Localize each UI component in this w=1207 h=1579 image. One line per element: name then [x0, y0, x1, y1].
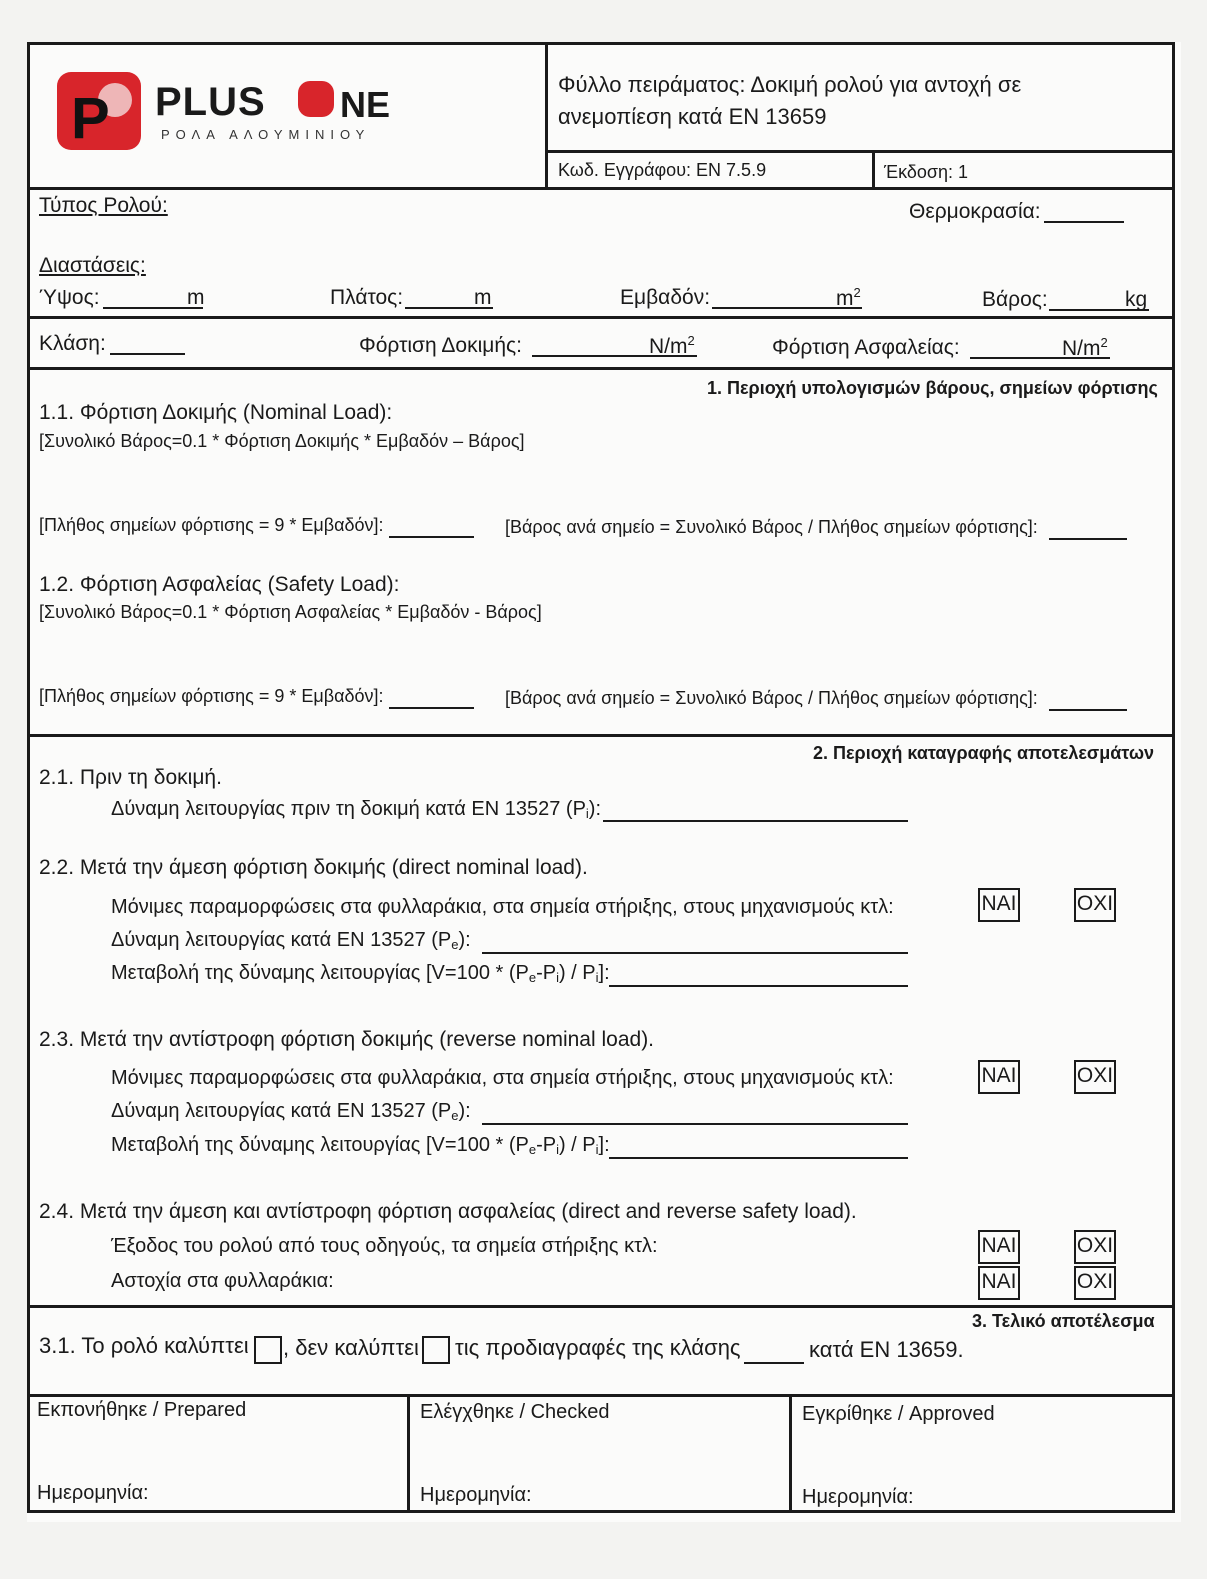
brand-name-right: NE — [340, 84, 391, 125]
area-unit: $m^2$ — [836, 285, 861, 310]
s11-points-label: [Πλήθος σημείων φόρτισης = 9 * Εμβαδόν]: — [39, 515, 384, 535]
s21-force-field[interactable] — [603, 820, 908, 822]
checked-label: Ελέγχθηκε / Checked — [420, 1401, 610, 1423]
s31-text-b: , δεν καλύπτει — [283, 1335, 419, 1360]
header-code-divider — [872, 150, 875, 190]
signature-divider-2 — [789, 1394, 792, 1512]
border-bottom — [27, 1510, 1175, 1513]
logo-mark-icon — [57, 72, 141, 150]
class-field[interactable] — [110, 353, 185, 355]
s23-title: 2.3. Μετά την αντίστροφη φόρτιση δοκιμής (reverse nominal load). — [39, 1028, 655, 1051]
height-unit: m — [187, 286, 205, 309]
signature-top-line — [27, 1394, 1175, 1397]
doc-title-line-2: ανεμοπίεση κατά EN 13659 — [558, 104, 827, 129]
brand-logo — [57, 72, 141, 150]
s22-deform-label: Μόνιμες παραμορφώσεις στα φυλλαράκια, στα σημεία στήριξης, στους μηχανισμούς κτλ: — [111, 896, 894, 918]
type-label: Τύπος Ρολού: — [39, 194, 168, 217]
s21-title: 2.1. Πριν τη δοκιμή. — [39, 766, 222, 789]
temperature-label: Θερμοκρασία: — [909, 200, 1041, 223]
meets-spec-checkbox[interactable] — [254, 1336, 282, 1364]
s23-force-field[interactable] — [482, 1123, 908, 1125]
approved-label: Εγκρίθηκε / Approved — [802, 1403, 995, 1425]
section3-top-line — [27, 1305, 1175, 1308]
doc-title-line-1: Φύλλο πειράματος: Δοκιμή ρολού για αντοχή σε — [558, 72, 1022, 97]
s22-title: 2.2. Μετά την άμεση φόρτιση δοκιμής (direct nominal load). — [39, 856, 588, 879]
s22-deform-yes-box[interactable]: ΝΑΙ — [978, 888, 1020, 922]
s22-change-field[interactable] — [609, 985, 908, 987]
header-bottom-line — [27, 187, 1175, 190]
safety-load-unit: $N/m^2$ — [1062, 335, 1108, 360]
class-spec-field[interactable] — [744, 1362, 804, 1364]
s22-change-label: Μεταβολή της δύναμης λειτουργίας $[V=100 * (P_e-P_i) / P_i]$: — [111, 962, 610, 985]
section1-top-line — [27, 367, 1175, 370]
section1-title: 1. Περιοχή υπολογισμών βάρους, σημείων φόρτισης — [707, 378, 1158, 398]
s31-text-a: 3.1. Το ρολό καλύπτει — [39, 1333, 249, 1358]
weight-unit: kg — [1125, 288, 1148, 311]
section3-title: 3. Τελικό αποτέλεσμα — [972, 1311, 1155, 1331]
s12-points-field[interactable] — [389, 707, 474, 709]
s11-formula: [Συνολικό Βάρος=0.1 * Φόρτιση Δοκιμής * Εμβαδόν – Βάρος] — [39, 431, 525, 451]
border-right — [1172, 42, 1175, 1513]
info-divider — [27, 316, 1175, 319]
prepared-label: Εκπονήθηκε / Prepared — [37, 1399, 247, 1421]
test-load-label: Φόρτιση Δοκιμής: — [359, 334, 522, 357]
doc-code: Κωδ. Εγγράφου: EN 7.5.9 — [558, 160, 767, 180]
checked-date-label: Ημερομηνία: — [420, 1484, 532, 1506]
s24-fail-label: Αστοχία στα φυλλαράκια: — [111, 1270, 334, 1292]
brand-subtitle: ΡΟΛΑ ΑΛΟΥΜΙΝΙΟΥ — [161, 127, 371, 142]
s11-per-point-label: [Βάρος ανά σημείο = Συνολικό Βάρος / Πλήθος σημείων φόρτισης]: — [505, 517, 1038, 537]
s22-force-label: Δύναμη λειτουργίας κατά EN 13527 $(P_e)$: — [111, 929, 471, 952]
not-meets-spec-checkbox[interactable] — [422, 1336, 450, 1364]
s12-title: 1.2. Φόρτιση Ασφαλείας (Safety Load): — [39, 573, 400, 596]
section2-top-line — [27, 734, 1175, 737]
s23-deform-no-box[interactable]: ΟΧΙ — [1074, 1060, 1116, 1094]
s24-fail-yes-box[interactable]: ΝΑΙ — [978, 1266, 1020, 1300]
s12-per-point-field[interactable] — [1049, 709, 1127, 711]
s23-deform-label: Μόνιμες παραμορφώσεις στα φυλλαράκια, στα σημεία στήριξης, στους μηχανισμούς κτλ: — [111, 1067, 894, 1089]
s23-change-label: Μεταβολή της δύναμης λειτουργίας $[V=100 * (P_e-P_i) / P_i]$: — [111, 1134, 610, 1157]
safety-load-label: Φόρτιση Ασφαλείας: — [772, 336, 960, 359]
dimensions-label: Διαστάσεις: — [39, 254, 146, 277]
doc-edition: Έκδοση: 1 — [884, 162, 969, 182]
header-divider — [545, 42, 548, 190]
s11-per-point-field[interactable] — [1049, 538, 1127, 540]
s24-exit-label: Έξοδος του ρολού από τους οδηγούς, τα σημεία στήριξης κτλ: — [111, 1235, 658, 1257]
s24-exit-yes-box[interactable]: ΝΑΙ — [978, 1230, 1020, 1264]
temperature-field[interactable] — [1044, 221, 1124, 223]
s24-title: 2.4. Μετά την άμεση και αντίστροφη φόρτιση ασφαλείας (direct and reverse safety load). — [39, 1200, 857, 1223]
form-sheet — [27, 42, 1181, 1522]
width-unit: m — [474, 286, 492, 309]
signature-divider-1 — [407, 1394, 410, 1512]
area-label: Εμβαδόν: — [620, 286, 711, 309]
s23-deform-yes-box[interactable]: ΝΑΙ — [978, 1060, 1020, 1094]
s24-exit-no-box[interactable]: ΟΧΙ — [1074, 1230, 1116, 1264]
brand-o-icon — [297, 80, 335, 118]
brand-name-left: PLUS — [155, 80, 266, 124]
header-title-divider — [545, 150, 1175, 153]
s31-text-d: κατά EN 13659. — [809, 1337, 964, 1362]
border-top — [27, 42, 1175, 45]
weight-label: Βάρος: — [982, 288, 1048, 311]
svg-text:P: P — [71, 86, 110, 150]
height-label: Ύψος: — [39, 286, 100, 309]
s23-force-label: Δύναμη λειτουργίας κατά EN 13527 $(P_e)$: — [111, 1100, 471, 1123]
s12-per-point-label: [Βάρος ανά σημείο = Συνολικό Βάρος / Πλήθος σημείων φόρτισης]: — [505, 688, 1038, 708]
border-left — [27, 42, 30, 1513]
s23-change-field[interactable] — [609, 1157, 908, 1159]
s22-force-field[interactable] — [482, 952, 908, 954]
s31-text-c: τις προδιαγραφές της κλάσης — [455, 1335, 741, 1360]
s12-points-label: [Πλήθος σημείων φόρτισης = 9 * Εμβαδόν]: — [39, 686, 384, 706]
s12-formula: [Συνολικό Βάρος=0.1 * Φόρτιση Ασφαλείας * Εμβαδόν - Βάρος] — [39, 602, 542, 622]
approved-date-label: Ημερομηνία: — [802, 1486, 914, 1508]
section2-title: 2. Περιοχή καταγραφής αποτελεσμάτων — [813, 743, 1155, 763]
class-label: Κλάση: — [39, 332, 106, 355]
width-label: Πλάτος: — [330, 286, 404, 309]
prepared-date-label: Ημερομηνία: — [37, 1482, 149, 1504]
s11-title: 1.1. Φόρτιση Δοκιμής (Nominal Load): — [39, 401, 393, 424]
s24-fail-no-box[interactable]: ΟΧΙ — [1074, 1266, 1116, 1300]
s21-force-label: Δύναμη λειτουργίας πριν τη δοκιμή κατά EN 13527 $(P_i)$: — [111, 798, 602, 821]
test-load-unit: $N/m^2$ — [649, 333, 695, 358]
s11-points-field[interactable] — [389, 536, 474, 538]
s22-deform-no-box[interactable]: ΟΧΙ — [1074, 888, 1116, 922]
